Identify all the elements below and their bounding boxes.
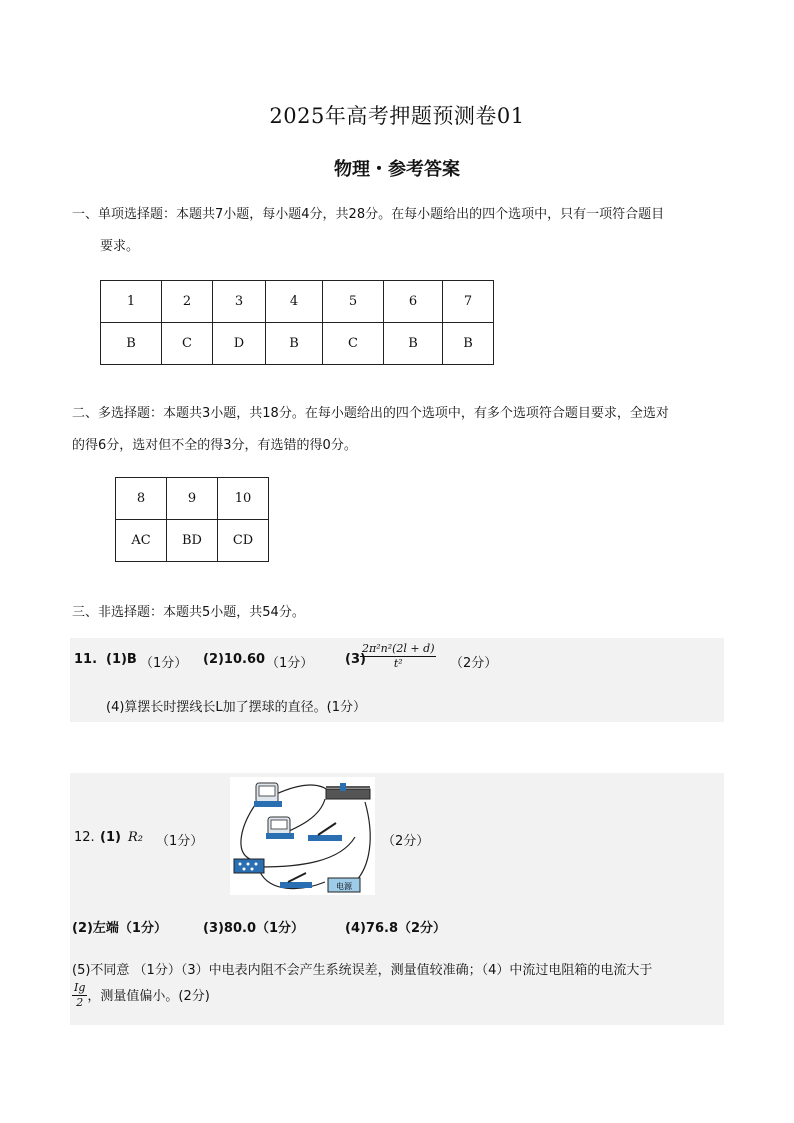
table-cell: 6	[384, 281, 443, 323]
q12-part1-score: （1分）	[156, 834, 204, 849]
q12-part5-line1: (5)不同意 （1分）（3）中电表内阻不会产生系统误差，测量值较准确；（4）中流过电阻箱的电流大于	[72, 963, 653, 978]
q12-current-fraction	[72, 981, 87, 1010]
circuit-diagram	[230, 777, 375, 895]
table-cell: AC	[116, 520, 167, 562]
section1-answer-table	[100, 280, 494, 365]
table-cell: 5	[323, 281, 384, 323]
formula-denominator: t²	[393, 657, 403, 670]
q12-figure-score: （2分）	[382, 834, 430, 849]
table-cell: 2	[162, 281, 213, 323]
q11-part1: (1)B	[106, 652, 137, 667]
section2-number-row	[116, 478, 269, 520]
table-cell: B	[101, 323, 162, 365]
table-cell: 7	[443, 281, 494, 323]
resistance-box-icon	[234, 859, 264, 873]
q11-part1-score: （1分）	[140, 656, 188, 671]
battery-label: 电源	[336, 882, 352, 891]
q12-part5-line2-text: ，测量值偏小。(2分)	[87, 989, 210, 1004]
q11-part3-formula	[360, 642, 436, 671]
formula-fraction	[360, 642, 436, 671]
section2-heading-cont: 的得6分，选对但不全的得3分，有选错的得0分。	[72, 438, 357, 453]
q12-part1-label: (1)	[100, 830, 121, 845]
formula-numerator: Ig	[74, 981, 86, 994]
q12-part5-line2	[72, 981, 210, 1010]
page-subtitle: 物理・参考答案	[334, 159, 460, 180]
q12-part1-answer: R₂	[128, 830, 143, 845]
formula-numerator: 2π²n²(2l + d)	[362, 642, 435, 655]
table-cell: 4	[266, 281, 323, 323]
rheostat-icon	[326, 783, 370, 799]
table-cell: 3	[213, 281, 266, 323]
q11-part4: (4)算摆长时摆线长L加了摆球的直径。(1分）	[106, 700, 367, 715]
table-cell: B	[443, 323, 494, 365]
q12-number: 12.	[74, 830, 95, 845]
q12-part2: (2)左端（1分）	[72, 921, 167, 936]
q12-answer-block	[70, 773, 724, 1025]
table-cell: 9	[167, 478, 218, 520]
switch-bottom-icon	[280, 873, 312, 888]
q11-part2-score: （1分）	[266, 656, 314, 671]
q12-part4: (4)76.8（2分）	[345, 921, 447, 936]
section1-heading	[72, 205, 732, 225]
table-cell: B	[384, 323, 443, 365]
switch-right-icon	[308, 823, 342, 841]
table-cell: 10	[218, 478, 269, 520]
section1-heading-text: 一、单项选择题：本题共7小题，每小题4分，共28分。在每小题给出的四个选项中，只有一项符合题目	[72, 207, 665, 222]
table-cell: 8	[116, 478, 167, 520]
section1-answer-row	[101, 323, 494, 365]
ammeter-top-icon	[254, 783, 282, 807]
formula-denominator: 2	[76, 996, 84, 1009]
page-title: 2025年高考押题预测卷01	[269, 104, 525, 128]
section2-heading: 二、多选择题：本题共3小题，共18分。在每小题给出的四个选项中，有多个选项符合题目要求，全选对	[72, 406, 669, 421]
q11-part3-score: （2分）	[450, 656, 498, 671]
section1-number-row	[101, 281, 494, 323]
q11-number: 11.	[74, 652, 98, 667]
section1-heading-cont: 要求。	[100, 239, 140, 254]
section2-answer-table	[115, 477, 269, 562]
circuit-diagram-svg	[230, 777, 375, 895]
table-cell: D	[213, 323, 266, 365]
q11-part3-label: (3)	[345, 652, 366, 667]
table-cell: BD	[167, 520, 218, 562]
q11-answer-block	[70, 638, 724, 722]
ammeter-middle-icon	[266, 817, 294, 839]
table-cell: CD	[218, 520, 269, 562]
q12-part3: (3)80.0（1分）	[203, 921, 305, 936]
q11-part2: (2)10.60	[203, 652, 266, 667]
section3-heading: 三、非选择题：本题共5小题，共54分。	[72, 605, 305, 620]
table-cell: 1	[101, 281, 162, 323]
battery-icon	[328, 878, 360, 892]
table-cell: B	[266, 323, 323, 365]
table-cell: C	[323, 323, 384, 365]
table-cell: C	[162, 323, 213, 365]
section2-answer-row	[116, 520, 269, 562]
